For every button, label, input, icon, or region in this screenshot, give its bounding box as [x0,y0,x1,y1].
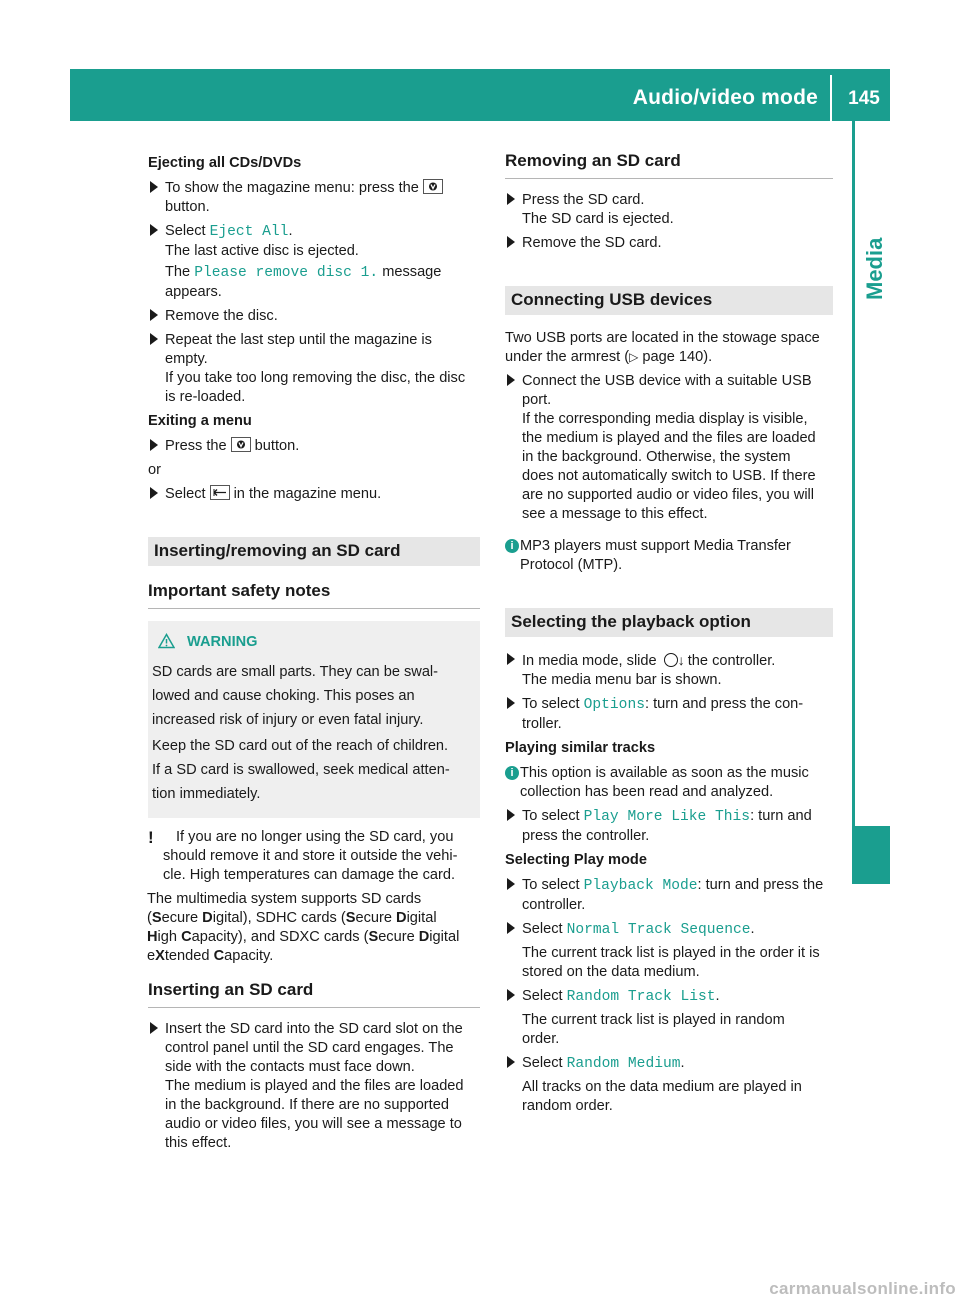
page-ref-arrow-icon: ▷ [629,350,639,364]
step-text: Remove the SD card. [522,235,662,251]
step-text: In media mode, slide [522,653,657,669]
step-text: The current track list is played in random [522,1012,785,1028]
side-tab-label: Media [862,237,887,300]
step-text: button. [254,438,300,454]
side-tab-block [852,826,890,884]
warning-paragraph-1 [152,660,470,732]
step-show-magazine [148,179,480,217]
step-playback-mode [505,876,833,915]
support-text: igh [157,929,182,945]
step-text: Select [522,921,563,937]
removing-heading: Removing an SD card [505,150,833,179]
info-text: This option is available as soon as the music [520,765,809,781]
step-arrow-icon [507,922,515,934]
step-arrow-icon [150,333,158,345]
step-text: this effect. [165,1135,232,1151]
slide-down-icon: ↓ [677,652,685,668]
support-text: D [396,910,407,926]
similar-tracks-heading: Playing similar tracks [505,740,656,756]
exiting-heading: Exiting a menu [148,413,252,429]
page-number: 145 [848,88,880,109]
warning-text: SD cards are small parts. They can be swal- [152,664,439,680]
menu-item-random-medium: Random Medium [566,1056,681,1072]
step-arrow-icon [507,374,515,386]
note-text: If you are no longer using the SD card, you [176,829,454,845]
step-text: random order. [522,1098,613,1114]
support-text: X [155,948,165,964]
step-text: the controller. [687,653,776,669]
step-text: Select [165,486,206,502]
step-text: : turn and [750,808,812,824]
play-mode-heading: Selecting Play mode [505,852,647,868]
menu-item-play-more-like-this: Play More Like This [583,809,751,825]
step-text: To select [522,696,580,712]
support-text: S [368,929,379,945]
message-please-remove-disc: Please remove disc 1. [194,265,379,281]
inserting-heading: Inserting an SD card [148,979,480,1008]
step-text: stored on the data medium. [522,964,700,980]
step-text: : turn and press the con- [644,696,804,712]
step-insert-sd [148,1020,480,1153]
similar-info-note [505,764,833,802]
step-arrow-icon [150,309,158,321]
warning-triangle-icon [158,633,175,649]
support-text: igital [406,910,437,926]
step-text: All tracks on the data medium are played in [522,1079,802,1095]
step-text: are no supported audio or video files, you will [522,487,815,503]
step-text: Press the [165,438,227,454]
step-text: press the controller. [522,828,650,844]
step-arrow-icon [507,989,515,1001]
step-text: empty. [165,351,208,367]
step-text: The medium is played and the files are loaded [165,1078,464,1094]
step-remove-sd [505,234,833,253]
step-text: control panel until the SD card engages. The [165,1040,454,1056]
info-icon: i [505,539,519,553]
step-text: To select [522,877,580,893]
step-press-button [148,437,480,456]
page-reference: page 140). [642,349,713,365]
step-normal-sequence [505,920,833,982]
step-text: Press the SD card. [522,192,645,208]
step-text: Select [165,223,206,239]
step-select-back [148,485,480,504]
step-text: controller. [522,897,586,913]
support-text: C [213,948,225,964]
usb-text: under the armrest ( [505,349,630,365]
step-text: Select [522,988,563,1004]
step-text: the medium is played and the files are loaded [522,430,816,446]
step-text: If you take too long removing the disc, the disc [165,370,466,386]
support-text: D [418,929,430,945]
step-text: does not automatically switch to USB. If there [522,468,816,484]
warning-title-text: WARNING [187,634,258,650]
support-text: tended [164,948,214,964]
step-random-medium [505,1054,833,1116]
step-press-sd [505,191,833,229]
support-text: apacity. [224,948,274,964]
menu-item-playback-mode: Playback Mode [583,878,698,894]
ejecting-heading: Ejecting all CDs/DVDs [148,155,302,171]
support-text: ( [147,910,152,926]
info-text: Protocol (MTP). [520,557,623,573]
warning-text: lowed and cause choking. This poses an [152,688,415,704]
info-text: MP3 players must support Media Transfer [520,538,791,554]
step-arrow-icon [507,193,515,205]
step-text: message [382,264,442,280]
page-header [70,69,890,121]
step-text: . [715,988,720,1004]
warning-text: tion immediately. [152,786,261,802]
step-arrow-icon [507,697,515,709]
section-band-label: Inserting/removing an SD card [154,541,401,560]
support-text: igital [429,929,460,945]
section-band-label: Connecting USB devices [511,290,713,309]
info-text: collection has been read and analyzed. [520,784,774,800]
support-text: ecure [161,910,203,926]
section-band-sd-card [148,537,480,566]
step-text: order. [522,1031,560,1047]
section-band-playback [505,608,833,637]
warning-text: Keep the SD card out of the reach of children. [152,738,449,754]
note-text: cle. High temperatures can damage the card. [163,867,456,883]
step-text: is re-loaded. [165,389,246,405]
step-arrow-icon [150,181,158,193]
warning-text: increased risk of injury or even fatal injury. [152,712,424,728]
note-text: should remove it and store it outside the vehi- [163,848,458,864]
step-text: in the magazine menu. [233,486,382,502]
support-text: C [181,929,192,945]
support-text: ecure [378,929,419,945]
usb-text: Two USB ports are located in the stowage space [505,330,820,346]
watermark: carmanualsonline.info [769,1279,956,1298]
right-column [505,150,833,1121]
step-text: port. [522,392,552,408]
step-connect-usb [505,372,833,524]
step-text: Repeat the last step until the magazine is [165,332,432,348]
step-text: To select [522,808,580,824]
usb-ports-paragraph [505,329,833,367]
step-remove-disc [148,307,480,326]
section-band-label: Selecting the playback option [511,612,751,631]
step-text: The last active disc is ejected. [165,243,359,259]
exclamation-icon: ! [148,828,154,847]
step-arrow-icon [507,653,515,665]
sd-support-paragraph [147,890,480,966]
step-arrow-icon [150,439,158,451]
step-text: in the background. Otherwise, the system [522,449,791,465]
left-column [148,150,480,1158]
step-text: troller. [522,716,562,732]
menu-item-eject-all: Eject All [209,224,289,240]
step-text: in the background. If there are no supported [165,1097,449,1113]
header-divider [830,75,832,121]
menu-item-options: Options [583,697,645,713]
side-tab-rule [852,121,855,827]
step-text: . [680,1055,685,1071]
support-text: apacity), and SDXC cards ( [191,929,369,945]
usb-info-note [505,537,833,575]
step-text: Insert the SD card into the SD card slot on the [165,1021,463,1037]
support-text: igital), SDHC cards ( [212,910,346,926]
chapter-title: Audio/video mode [632,86,818,109]
step-text: side with the contacts must face down. [165,1059,415,1075]
step-text: Remove the disc. [165,308,278,324]
warning-title [158,633,470,652]
step-text: button. [165,199,210,215]
step-text: appears. [165,284,222,300]
step-text: Select [522,1055,563,1071]
step-select-eject [148,222,480,302]
step-arrow-icon [507,809,515,821]
step-text: The SD card is ejected. [522,211,674,227]
support-text: e [147,948,156,964]
menu-item-random-track-list: Random Track List [566,989,716,1005]
step-arrow-icon [150,224,158,236]
step-text: see a message to this effect. [522,506,708,522]
step-arrow-icon [507,1056,515,1068]
support-text: ecure [355,910,397,926]
info-icon: i [505,766,519,780]
step-slide-controller [505,651,833,690]
step-repeat [148,331,480,407]
step-random-track-list [505,987,833,1049]
support-text: D [202,910,213,926]
step-text: . [750,921,755,937]
step-text: : turn and press the [697,877,824,893]
support-text: H [147,929,158,945]
step-text: . [288,223,293,239]
menu-item-normal-track-sequence: Normal Track Sequence [566,922,751,938]
step-text: audio or video files, you will see a message to [165,1116,462,1132]
safety-notes-heading: Important safety notes [148,580,480,609]
step-arrow-icon [507,878,515,890]
media-button-icon [231,437,251,452]
support-text: S [345,910,356,926]
step-select-options [505,695,833,734]
step-text: If the corresponding media display is visible, [522,411,808,427]
step-play-more-like-this [505,807,833,846]
caution-note [148,828,480,885]
step-text: To show the magazine menu: press the [165,180,419,196]
support-text: The multimedia system supports SD cards [147,891,422,907]
media-button-icon [423,179,443,194]
step-arrow-icon [150,1022,158,1034]
warning-text: If a SD card is swallowed, seek medical atten- [152,762,450,778]
warning-box [148,621,480,818]
controller-icon [664,653,678,667]
step-text: The media menu bar is shown. [522,672,722,688]
step-text: The current track list is played in the order it is [522,945,820,961]
warning-paragraph-2 [152,734,470,806]
section-band-usb [505,286,833,315]
step-arrow-icon [150,487,158,499]
step-text: The [165,264,191,280]
or-text: or [148,462,161,478]
step-text: Connect the USB device with a suitable USB [522,373,812,389]
step-arrow-icon [507,236,515,248]
back-icon [210,485,230,500]
support-text: S [151,910,162,926]
